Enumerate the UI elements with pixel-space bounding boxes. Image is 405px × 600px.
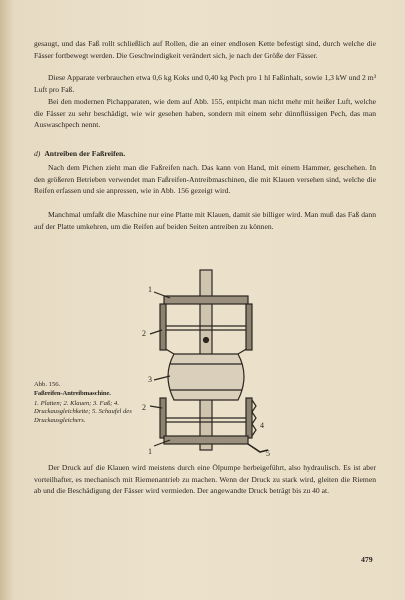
figure-hoop-machine — [140, 268, 280, 462]
label-top-plate: 1 — [148, 285, 152, 294]
paragraph-consumption: Diese Apparate verbrauchen etwa 0,6 kg Koks und 0,40 kg Pech pro 1 hl Faßinhalt, sowie 1,3 kW und 2 m³ Luft pro Faß. — [34, 73, 376, 94]
hoop-machine-diagram — [140, 268, 280, 458]
caption-legend: 1. Platten; 2. Klauen; 3. Faß; 4. Druckausgleichkette; 5. Schaufel des Druckausgleichers. — [34, 399, 132, 425]
label-chain: 4 — [260, 421, 264, 430]
paragraph-single-plate: Manchmal umfaßt die Maschine nur eine Platte mit Klauen, damit sie billiger wird. Man muß das Faß dann auf der Platte umkehren, um die Reifen auf beiden Seiten antreiben zu können. — [34, 210, 376, 231]
paragraph-hoops: Nach dem Pichen zieht man die Faßreifen nach. Das kann von Hand, mit einem Hammer, geschehen. In den größeren Betrieben verwendet man Faßreifen-Antreibmaschinen, die mit Klauen versehen sind, welche die Reifen erfassen und sie anpressen, wie in Abb. 156 gezeigt wird. — [34, 163, 376, 196]
paragraph-continued: gesaugt, und das Faß rollt schließlich auf Rollen, die an einer endlosen Kette befestigt sind, durch welche die Fässer fortbewegt werden. Die Geschwindigkeit verändert sich, je nach der Größe der Fässer. — [34, 39, 376, 60]
label-lower-claw: 2 — [142, 403, 146, 412]
figure-caption — [34, 381, 154, 426]
top-plate — [164, 296, 248, 304]
shovel — [248, 444, 268, 452]
chain — [252, 400, 256, 436]
label-bottom-plate: 1 — [148, 447, 152, 456]
barrel — [168, 354, 244, 400]
section-heading — [34, 149, 125, 158]
label-shovel: 5 — [266, 449, 270, 458]
caption-title: Faßreifen-Antreibmaschine. — [34, 389, 111, 397]
label-barrel: 3 — [148, 375, 152, 384]
section-letter: d) — [34, 149, 41, 158]
section-title: Antreiben der Faßreifen. — [44, 149, 126, 158]
caption-number: Abb. 156. — [34, 381, 61, 388]
bottom-plate — [164, 436, 248, 444]
paragraph-pitching: Bei den modernen Pichapparaten, wie dem auf Abb. 155, entpicht man nicht mehr mit heißer Luft, welche die Fässer zu sehr beschädigt, wie wir gesehen haben, sondern mit einem sehr dünnflüssigen Pech, das man Auswaschpech nennt. — [34, 97, 376, 130]
label-upper-claw: 2 — [142, 329, 146, 338]
page-number: 479 — [361, 555, 373, 564]
paragraph-pressure: Der Druck auf die Klauen wird meistens durch eine Ölpumpe herbeigeführt, also hydraulisch. Es ist aber vorteilhafter, es mechanisch mit Riemenantrieb zu machen. Wenn der Druck zu stark wird, gleiten die Riemen ab und die Beschädigung der Fässer wird vermieden. Der angewandte Druck beträgt bis zu 40 at. — [34, 463, 376, 496]
